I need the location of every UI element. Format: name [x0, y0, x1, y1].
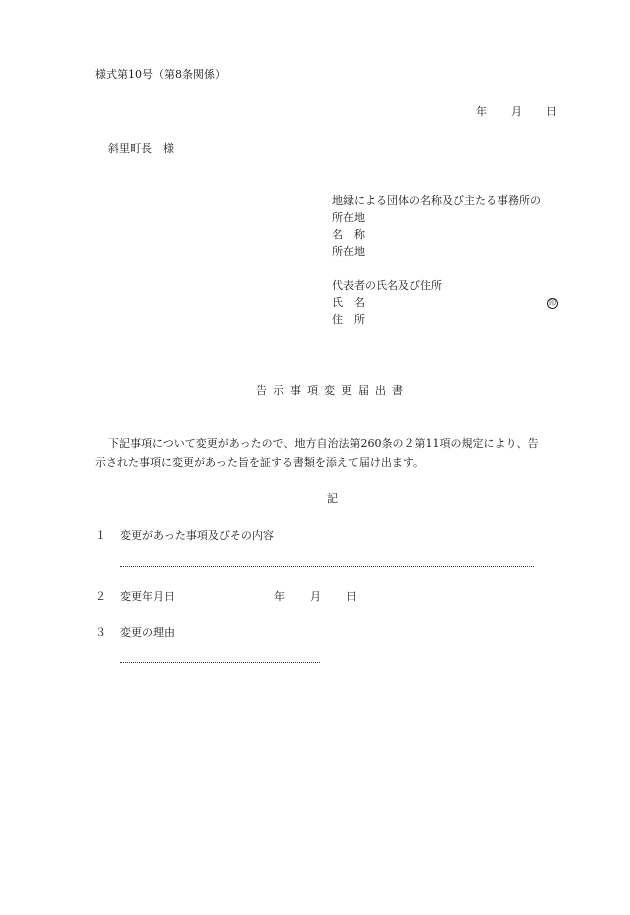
document-title: 告示事項変更届出書 — [256, 384, 409, 397]
org-address-label: 所在地 — [332, 245, 365, 258]
rep-name-label: 氏 名 — [332, 296, 365, 309]
item-3-fill-line — [120, 662, 320, 663]
item-2-month: 月 — [310, 590, 321, 603]
org-heading-cont: 所在地 — [332, 211, 365, 224]
item-2-year: 年 — [274, 590, 285, 603]
body-line-1: 下記事項について変更があったので、地方自治法第260条の２第11項の規定により、告 — [108, 437, 539, 450]
item-3-number: ３ — [95, 626, 106, 639]
body-line-2: 示された事項に変更があった旨を証する書類を添えて届け出ます。 — [95, 456, 425, 469]
rep-heading: 代表者の氏名及び住所 — [332, 279, 442, 292]
item-1-label: 変更があった事項及びその内容 — [120, 529, 274, 542]
ki-heading: 記 — [327, 492, 338, 505]
org-heading: 地縁による団体の名称及び主たる事務所の — [332, 194, 541, 207]
rep-address-label: 住 所 — [332, 313, 365, 326]
item-2-label: 変更年月日 — [120, 590, 175, 603]
form-number: 様式第10号（第8条関係） — [95, 68, 226, 81]
item-2-number: ２ — [95, 590, 106, 603]
date-month: 月 — [511, 105, 522, 118]
org-name-label: 名 称 — [332, 228, 365, 241]
item-1-fill-line — [120, 566, 534, 567]
date-day: 日 — [546, 105, 557, 118]
date-year: 年 — [476, 105, 487, 118]
item-3-label: 変更の理由 — [120, 626, 175, 639]
seal-mark: 印 — [549, 299, 556, 307]
item-1-number: １ — [95, 529, 106, 542]
addressee: 斜里町長 様 — [108, 142, 174, 155]
item-2-day: 日 — [346, 590, 357, 603]
